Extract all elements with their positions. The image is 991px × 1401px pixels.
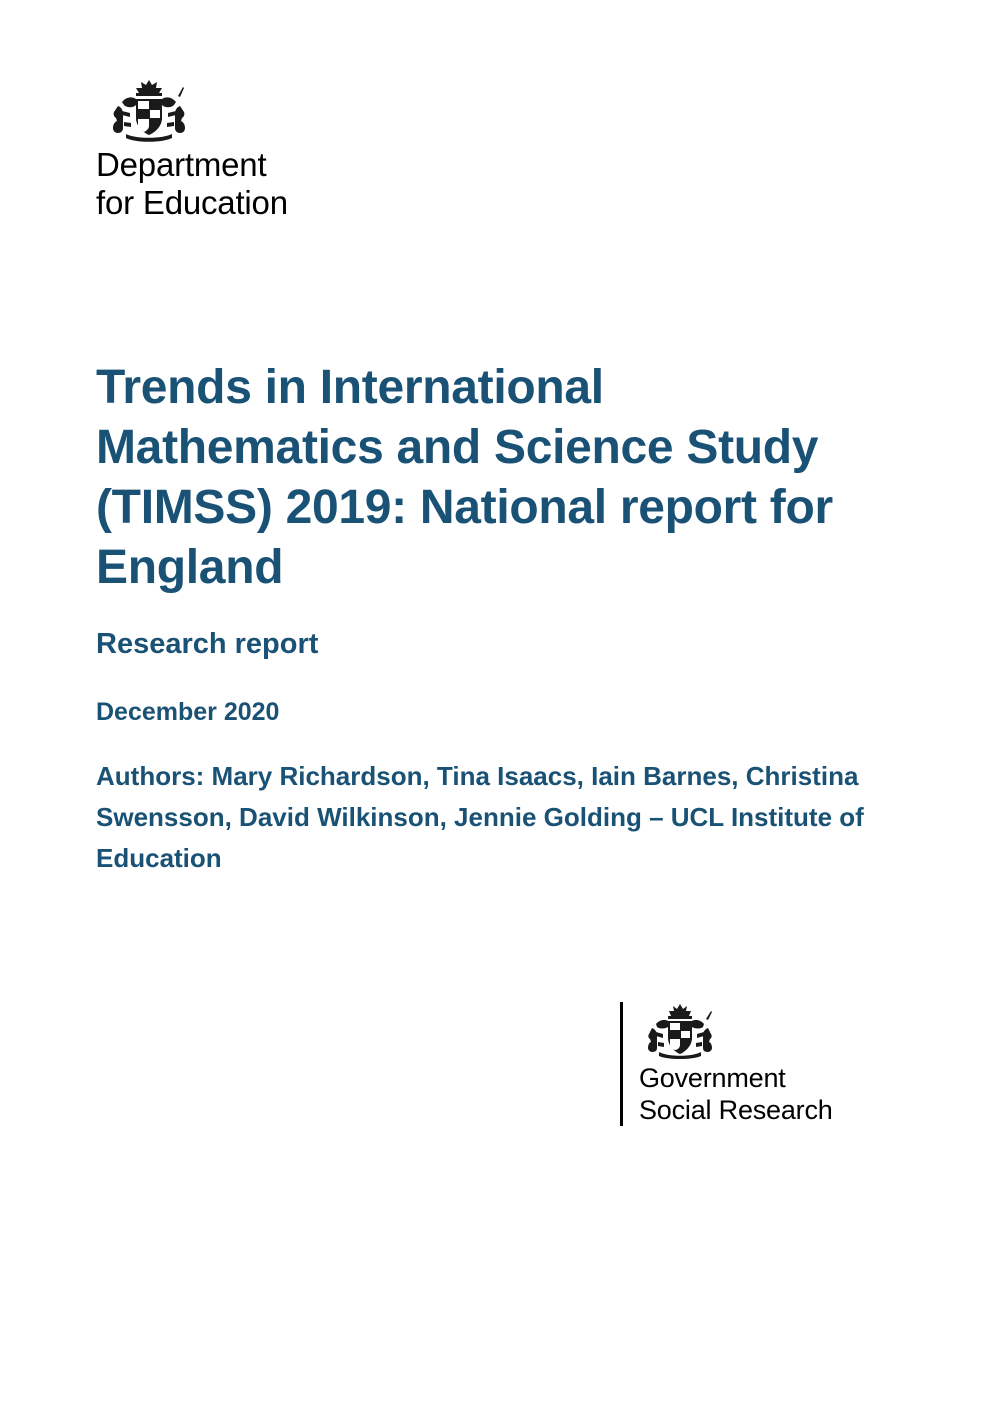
- department-wordmark: [96, 146, 356, 222]
- government-social-research-logo: [620, 1002, 910, 1126]
- title-block: [96, 358, 896, 879]
- department-wordmark-line2: for Education: [96, 184, 288, 221]
- authors-line: Authors: Mary Richardson, Tina Isaacs, Iain Barnes, Christina Swensson, David Wilkinson, Jennie Golding – UCL Institute of Education: [96, 761, 864, 873]
- gsr-wordmark-line2: Social Research: [639, 1095, 833, 1125]
- royal-crest-icon: [643, 1002, 717, 1060]
- gsr-wordmark: [639, 1062, 910, 1126]
- page-title: Trends in International Mathematics and Science Study (TIMSS) 2019: National report for England: [96, 361, 833, 594]
- report-type-subtitle: Research report: [96, 628, 319, 660]
- publication-date: December 2020: [96, 698, 280, 726]
- department-wordmark-line1: Department: [96, 146, 267, 183]
- department-for-education-logo: [96, 78, 356, 222]
- royal-crest-icon: [108, 78, 190, 142]
- gsr-wordmark-line1: Government: [639, 1063, 786, 1093]
